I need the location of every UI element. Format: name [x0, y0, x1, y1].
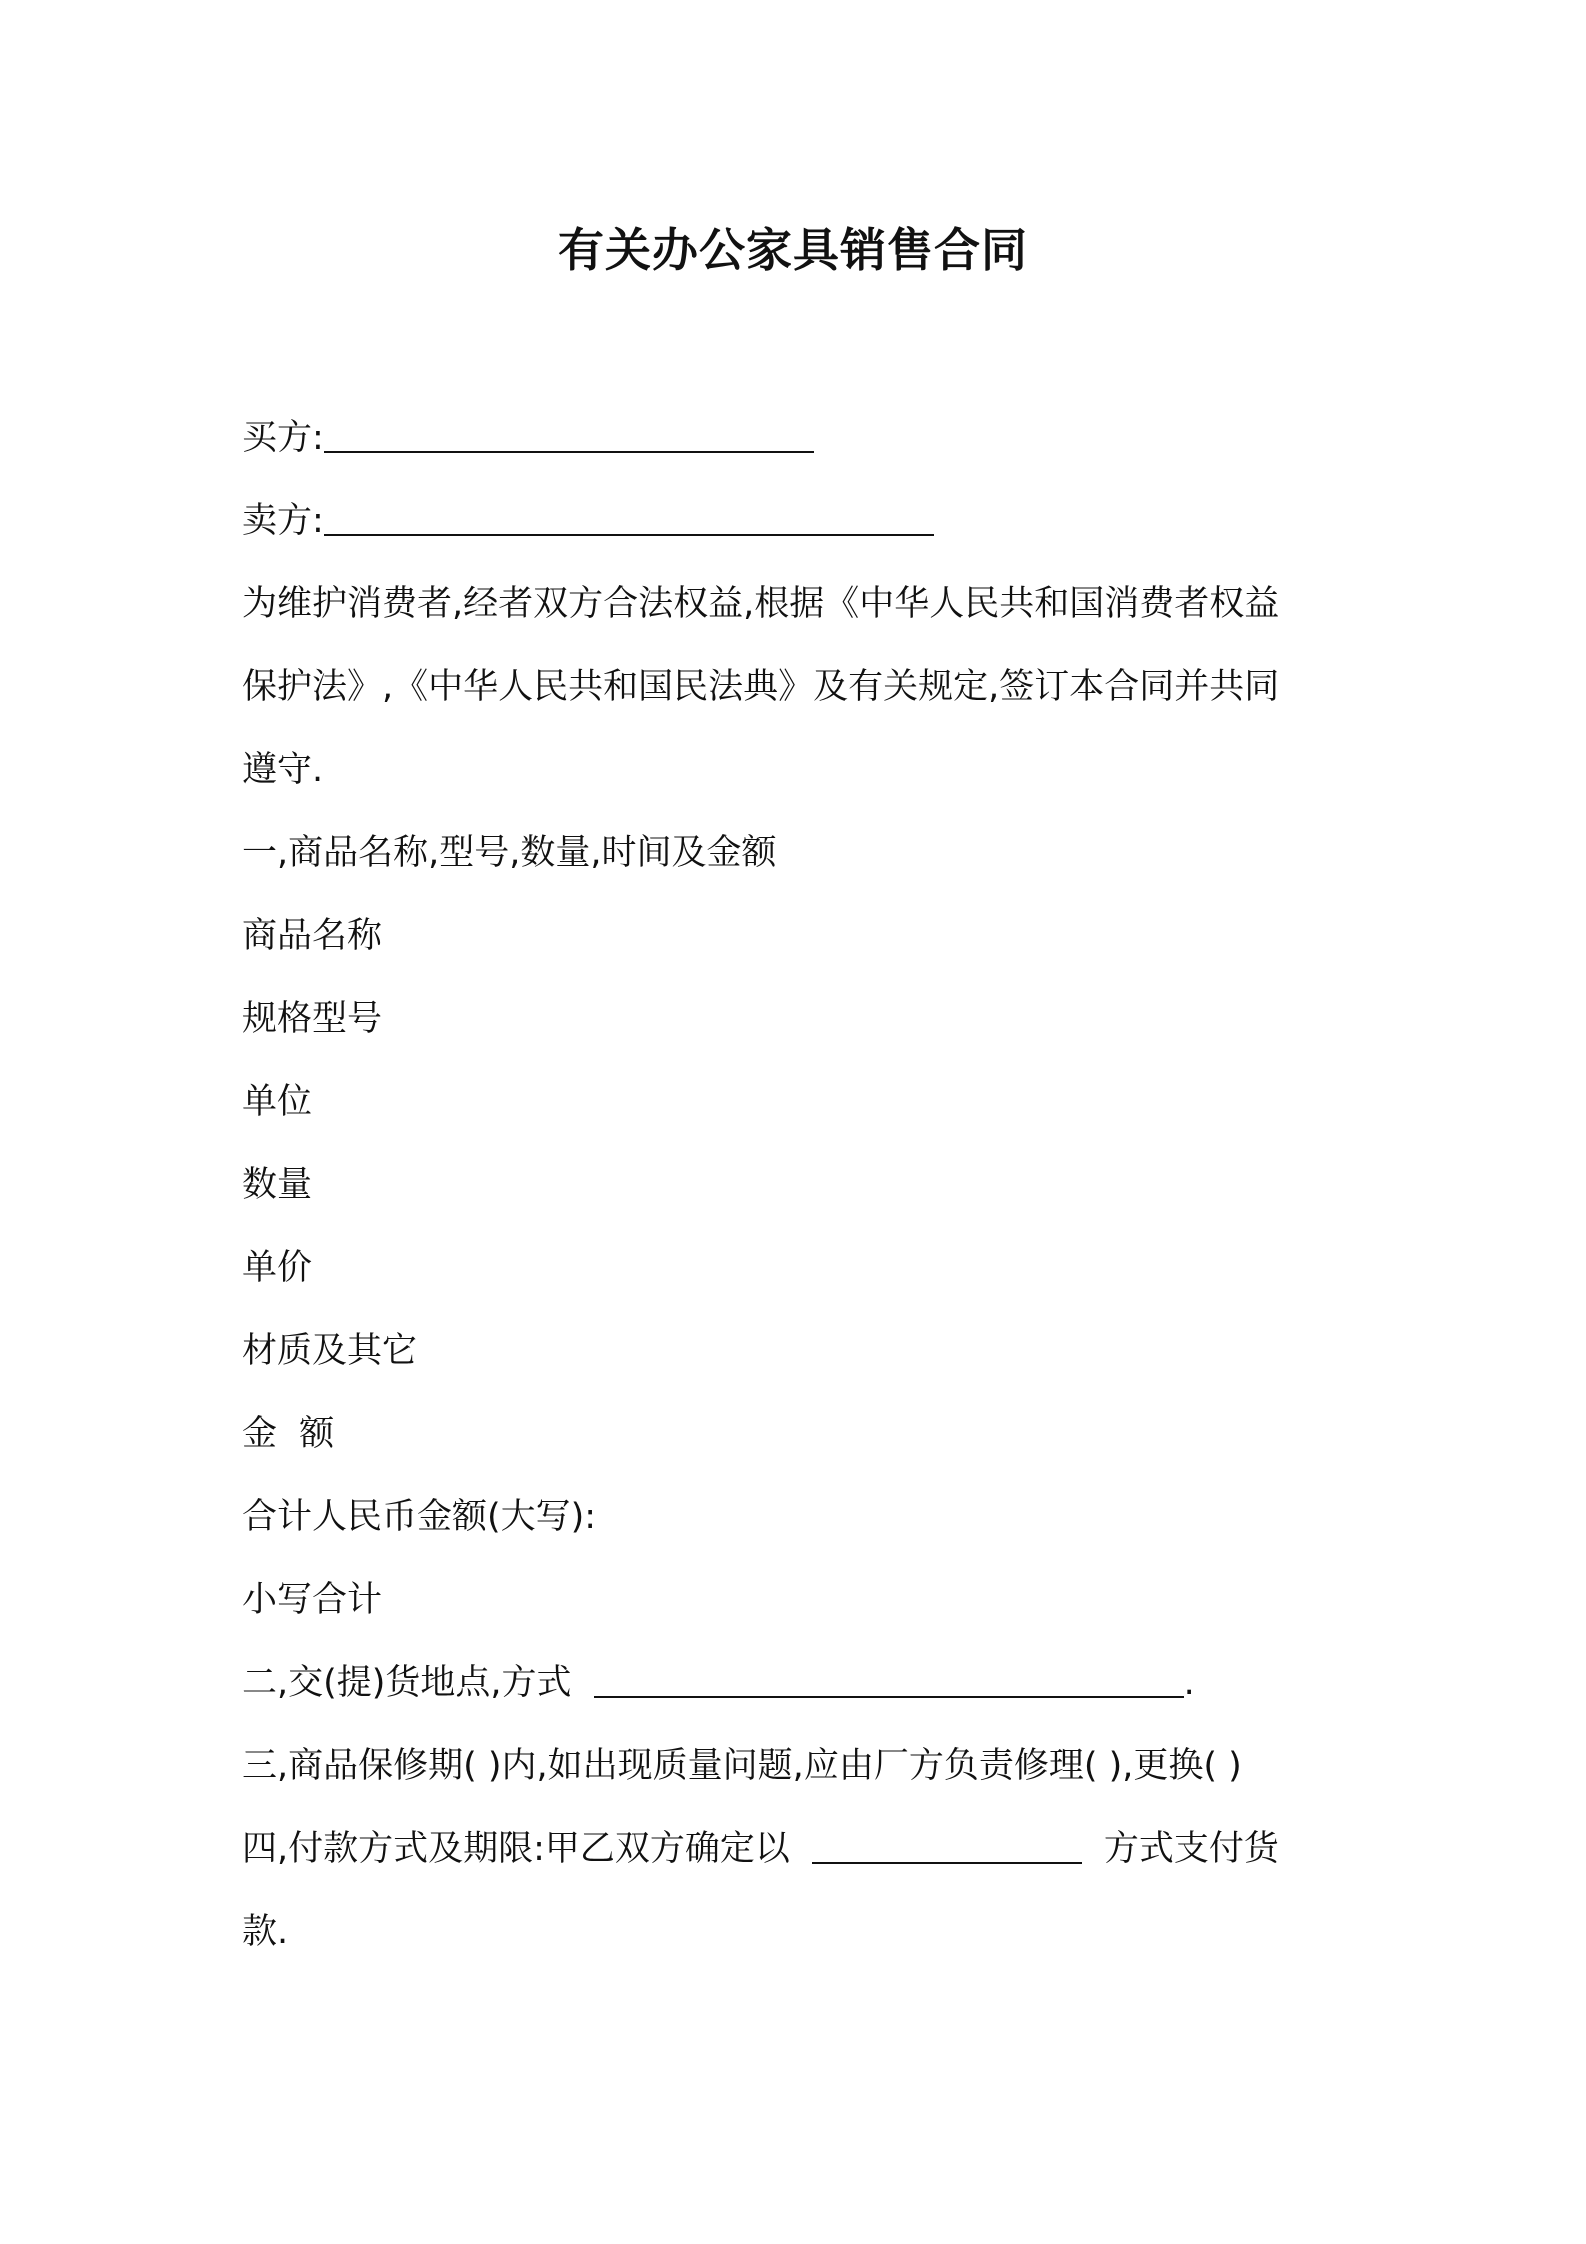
contract-body	[242, 397, 1362, 1974]
item-unit: 单位	[242, 1082, 313, 1122]
section-2-line	[242, 1642, 1362, 1725]
section-4-suffix: 方式支付货	[1103, 1829, 1279, 1869]
section-2-label: 二,交(提)货地点,方式	[242, 1663, 572, 1703]
item-total-lower: 小写合计	[242, 1580, 383, 1620]
item-model: 规格型号	[242, 999, 383, 1039]
item-product-name: 商品名称	[242, 916, 383, 956]
section-1-heading: 一,商品名称,型号,数量,时间及金额	[242, 833, 777, 873]
section-4-continuation: 款.	[242, 1912, 289, 1952]
delivery-blank	[594, 1660, 1184, 1698]
item-unit-price: 单价	[242, 1248, 313, 1288]
item-quantity: 数量	[242, 1165, 313, 1205]
intro-line-2: 保护法》,《中华人民共和国民法典》及有关规定,签订本合同并共同	[242, 667, 1280, 707]
intro-line-3: 遵守.	[242, 750, 324, 790]
intro-line-1: 为维护消费者,经者双方合法权益,根据《中华人民共和国消费者权益	[242, 584, 1280, 624]
buyer-line	[242, 397, 1362, 480]
section-2-end: .	[1183, 1663, 1195, 1703]
item-material: 材质及其它	[242, 1331, 418, 1371]
seller-line	[242, 480, 1362, 563]
buyer-label: 买方:	[242, 418, 324, 458]
seller-blank	[324, 498, 934, 536]
buyer-blank	[324, 415, 814, 453]
payment-method-blank	[812, 1826, 1082, 1864]
seller-label: 卖方:	[242, 501, 324, 541]
item-total-capital: 合计人民币金额(大写):	[242, 1497, 597, 1537]
item-amount: 金 额	[242, 1414, 335, 1454]
document-title: 有关办公家具销售合同	[558, 223, 1028, 277]
section-4-prefix: 四,付款方式及期限:甲乙双方确定以	[242, 1829, 790, 1869]
section-4-line	[242, 1808, 1362, 1891]
section-3-line: 三,商品保修期( )内,如出现质量问题,应由厂方负责修理( ),更换( )	[242, 1746, 1242, 1786]
